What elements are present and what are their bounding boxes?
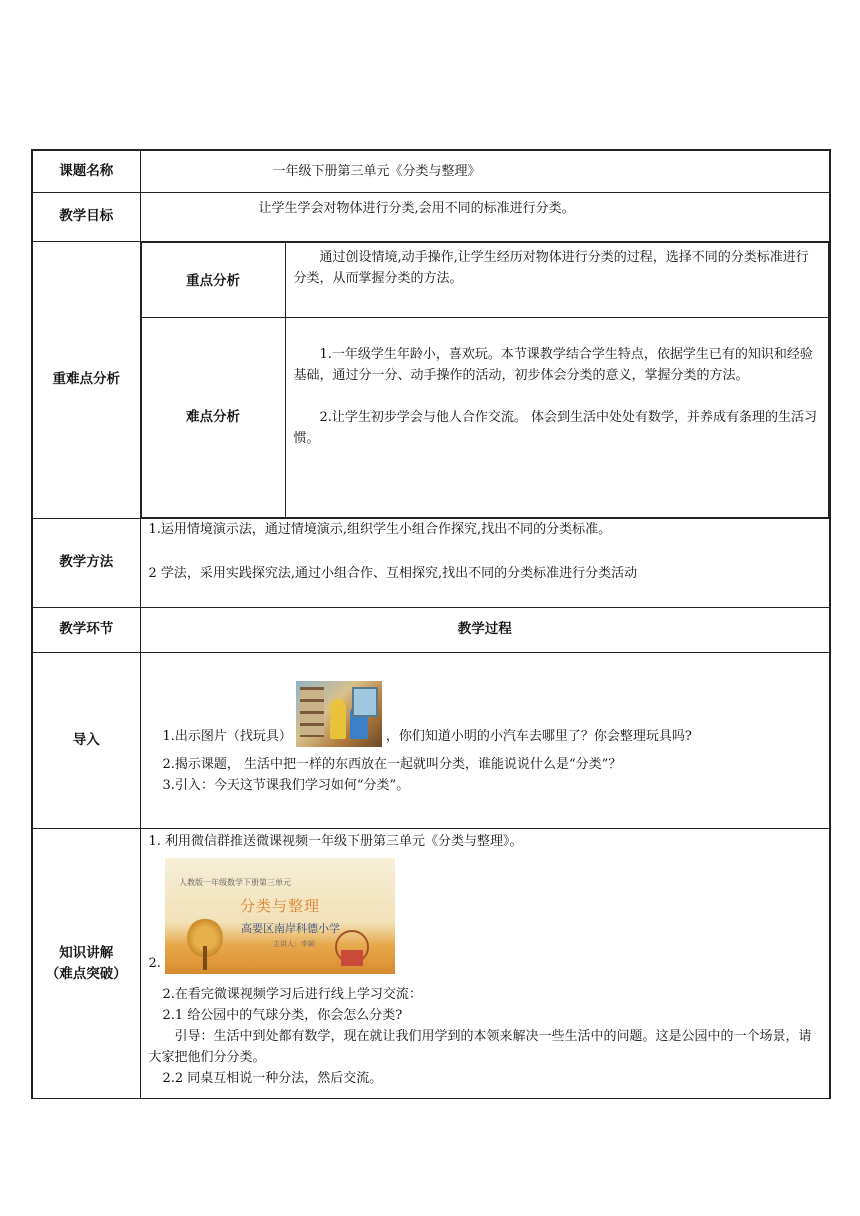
video-title: 分类与整理 [240, 896, 321, 915]
knowledge-line-2 [141, 852, 830, 974]
toy-search-image [296, 681, 382, 747]
video-subtitle: 人教版一年级数学下册第三单元 [179, 877, 292, 887]
row-goal [32, 192, 830, 241]
knowledge-label-line-2: （难点突破） [45, 965, 127, 982]
title-label: 课题名称 [32, 150, 140, 192]
knowledge-line-5: 引导：生活中到处都有数学，现在就让我们用学到的本领来解决一些生活中的问题。这是公园中的一个场景，请大家把他们分分类。 [148, 1028, 812, 1065]
knowledge-label [32, 828, 140, 1098]
key-analysis-text: 通过创设情境,动手操作,让学生经历对物体进行分类的过程，选择不同的分类标准进行分类，从而掌握分类的方法。 [293, 249, 809, 286]
intro-line-2: 2.揭示课题， 生活中把一样的东西放在一起就叫分类，谁能说说什么是“分类”？ [162, 756, 622, 772]
intro-line-3: 3.引入：今天这节课我们学习如何“分类”。 [162, 777, 410, 793]
difficult-analysis-p2: 2.让学生初步学会与他人合作交流。 体会到生活中处处有数学，并养成有条理的生活习惯。 [293, 409, 818, 446]
key-analysis-label: 重点分析 [141, 242, 285, 317]
knowledge-line-4: 2.1 给公园中的气球分类，你会怎么分类? [162, 1007, 403, 1023]
lesson-plan-table [31, 149, 831, 1099]
process-header-label: 教学过程 [140, 607, 830, 652]
knowledge-label-line-1: 知识讲解 [59, 944, 114, 961]
difficult-analysis-label: 难点分析 [141, 317, 285, 517]
intro-line-1b: ，你们知道小明的小汽车去哪里了？你会整理玩具吗? [385, 728, 692, 744]
knowledge-line-2-num: 2. [148, 955, 161, 971]
analysis-subtable [141, 242, 830, 518]
stage-header-label: 教学环节 [32, 607, 140, 652]
video-school: 高要区南岸科德小学 [241, 921, 341, 935]
intro-line-1a: 1.出示图片（找玩具） [162, 728, 292, 744]
method-p1: 1.运用情境演示法，通过情境演示,组织学生小组合作探究,找出不同的分类标准。 [148, 521, 612, 537]
video-author: 主讲人：李颖 [273, 939, 316, 948]
micro-lesson-video-image [165, 858, 395, 974]
knowledge-line-6: 2.2 同桌互相说一种分法，然后交流。 [162, 1070, 383, 1086]
title-value: 一年级下册第三单元《分类与整理》 [272, 163, 481, 179]
row-header [32, 607, 830, 652]
intro-label: 导入 [32, 652, 140, 828]
method-label: 教学方法 [32, 518, 140, 607]
method-p2: 2 学法，采用实践探究法,通过小组合作、互相探究,找出不同的分类标准进行分类活动 [148, 565, 638, 581]
intro-line-1 [141, 653, 830, 747]
goal-label: 教学目标 [32, 192, 140, 241]
row-intro [32, 652, 830, 828]
analysis-label: 重难点分析 [32, 241, 140, 518]
difficult-analysis-p1: 1.一年级学生年龄小，喜欢玩。本节课教学结合学生特点，依据学生已有的知识和经验基础，通过分一分、动手操作的活动，初步体会分类的意义，掌握分类的方法。 [293, 346, 813, 383]
goal-value: 让学生学会对物体进行分类,会用不同的标准进行分类。 [258, 200, 575, 216]
row-analysis [32, 241, 830, 518]
row-method [32, 518, 830, 607]
row-knowledge [32, 828, 830, 1098]
row-title [32, 150, 830, 192]
knowledge-line-1: 1. 利用微信群推送微课视频一年级下册第三单元《分类与整理》。 [148, 833, 523, 849]
knowledge-line-3: 2.在看完微课视频学习后进行线上学习交流： [162, 986, 422, 1002]
